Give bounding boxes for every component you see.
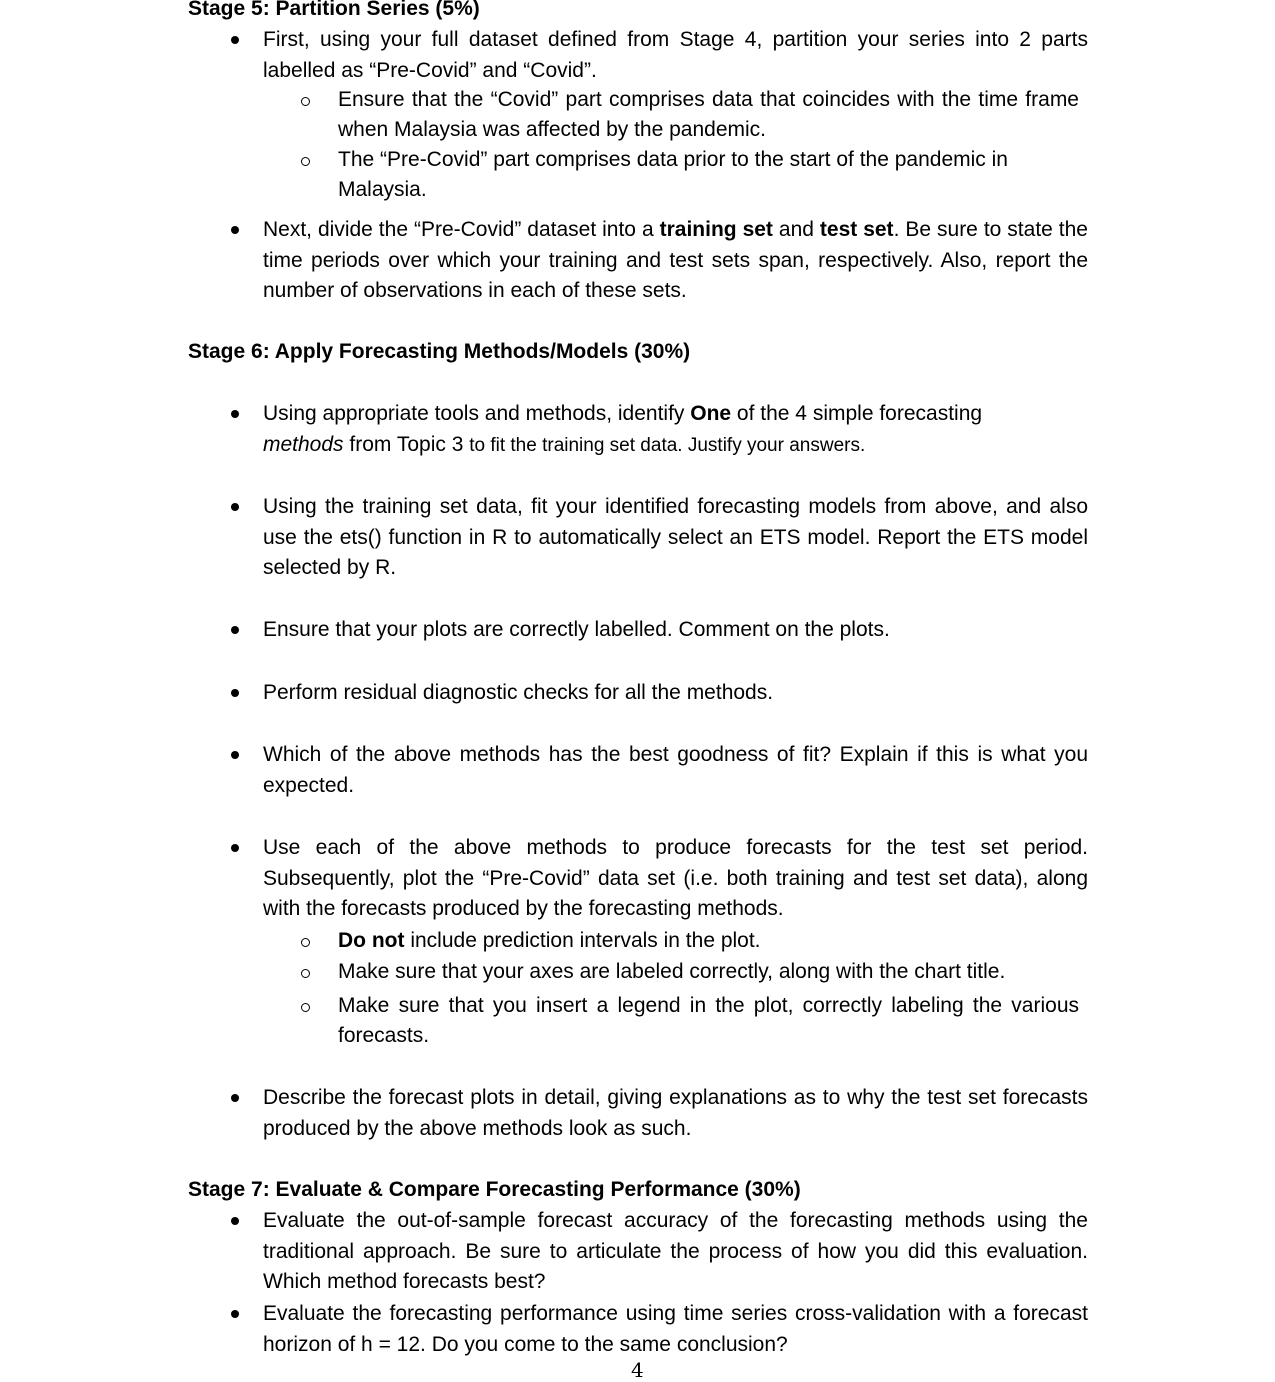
bullet-marker — [231, 410, 239, 418]
stage6-heading: Stage 6: Apply Forecasting Methods/Models (30%) — [188, 340, 691, 363]
page-number: 4 — [631, 1358, 644, 1382]
bullet-marker — [231, 689, 239, 697]
stage6-bullet-4: Perform residual diagnostic checks for all the methods. — [263, 681, 774, 704]
stage6-sub-bullet-3: Make sure that you insert a legend in the plot, correctly labeling the various forecasts. — [338, 994, 1079, 1047]
sub-bullet-marker — [301, 969, 310, 978]
sub-bullet-marker — [301, 97, 310, 106]
stage6-bullet-7: Describe the forecast plots in detail, giving explanations as to why the test set forecasts produced by the above methods look as such. — [263, 1086, 1088, 1140]
bullet-marker — [231, 503, 239, 511]
stage5-heading: Stage 5: Partition Series (5%) — [188, 0, 480, 20]
bullet-marker — [231, 1217, 239, 1225]
stage5-bullet-1: First, using your full dataset defined from Stage 4, partition your series into 2 parts labelled as “Pre-Covid” and “Covid”. — [263, 28, 1088, 82]
stage7-bullet-1: Evaluate the out-of-sample forecast accuracy of the forecasting methods using the traditional approach. Be sure to articulate the process of how you did this evaluation. Which method forecasts best? — [263, 1209, 1088, 1293]
stage5-bullet-2: Next, divide the “Pre-Covid” dataset into a training set and test set. Be sure to state the time periods over which your training and test sets span, respectively. Also, report the number of observations in each of these sets. — [263, 218, 1088, 302]
bullet-marker — [231, 1094, 239, 1102]
stage5-sub-bullet-1: Ensure that the “Covid” part comprises data that coincides with the time frame when Malaysia was affected by the pandemic. — [338, 88, 1079, 141]
stage6-bullet-5: Which of the above methods has the best goodness of fit? Explain if this is what you expected. — [263, 743, 1088, 797]
stage6-bullet-2: Using the training set data, fit your identified forecasting models from above, and also use the ets() function in R to automatically select an ETS model. Report the ETS model selected by R. — [263, 495, 1088, 579]
bullet-marker — [231, 844, 239, 852]
bullet-marker — [231, 626, 239, 634]
stage6-bullet-1: Using appropriate tools and methods, identify One of the 4 simple forecasting methods from Topic 3 to fit the training set data. Justify your answers. — [263, 402, 983, 456]
sub-bullet-marker — [301, 938, 310, 947]
sub-bullet-marker — [301, 1003, 310, 1012]
bullet-marker — [231, 751, 239, 759]
stage7-heading: Stage 7: Evaluate & Compare Forecasting Performance (30%) — [188, 1178, 801, 1201]
stage5-sub-bullet-2: The “Pre-Covid” part comprises data prior to the start of the pandemic in Malaysia. — [338, 148, 1008, 201]
stage7-bullet-2: Evaluate the forecasting performance using time series cross-validation with a forecast horizon of h = 12. Do you come to the same conclusion? — [263, 1302, 1088, 1356]
stage6-bullet-6: Use each of the above methods to produce forecasts for the test set period. Subsequently, plot the “Pre-Covid” data set (i.e. both training and test set data), along with the forecasts produced by the forecasting methods. — [263, 836, 1088, 920]
sub-bullet-marker — [301, 157, 310, 166]
stage6-sub-bullet-2: Make sure that your axes are labeled correctly, along with the chart title. — [338, 960, 1006, 983]
bullet-marker — [231, 1310, 239, 1318]
bullet-marker — [231, 36, 239, 44]
stage6-sub-bullet-1: Do not include prediction intervals in the plot. — [338, 929, 761, 952]
stage6-bullet-3: Ensure that your plots are correctly labelled. Comment on the plots. — [263, 618, 890, 641]
bullet-marker — [231, 226, 239, 234]
